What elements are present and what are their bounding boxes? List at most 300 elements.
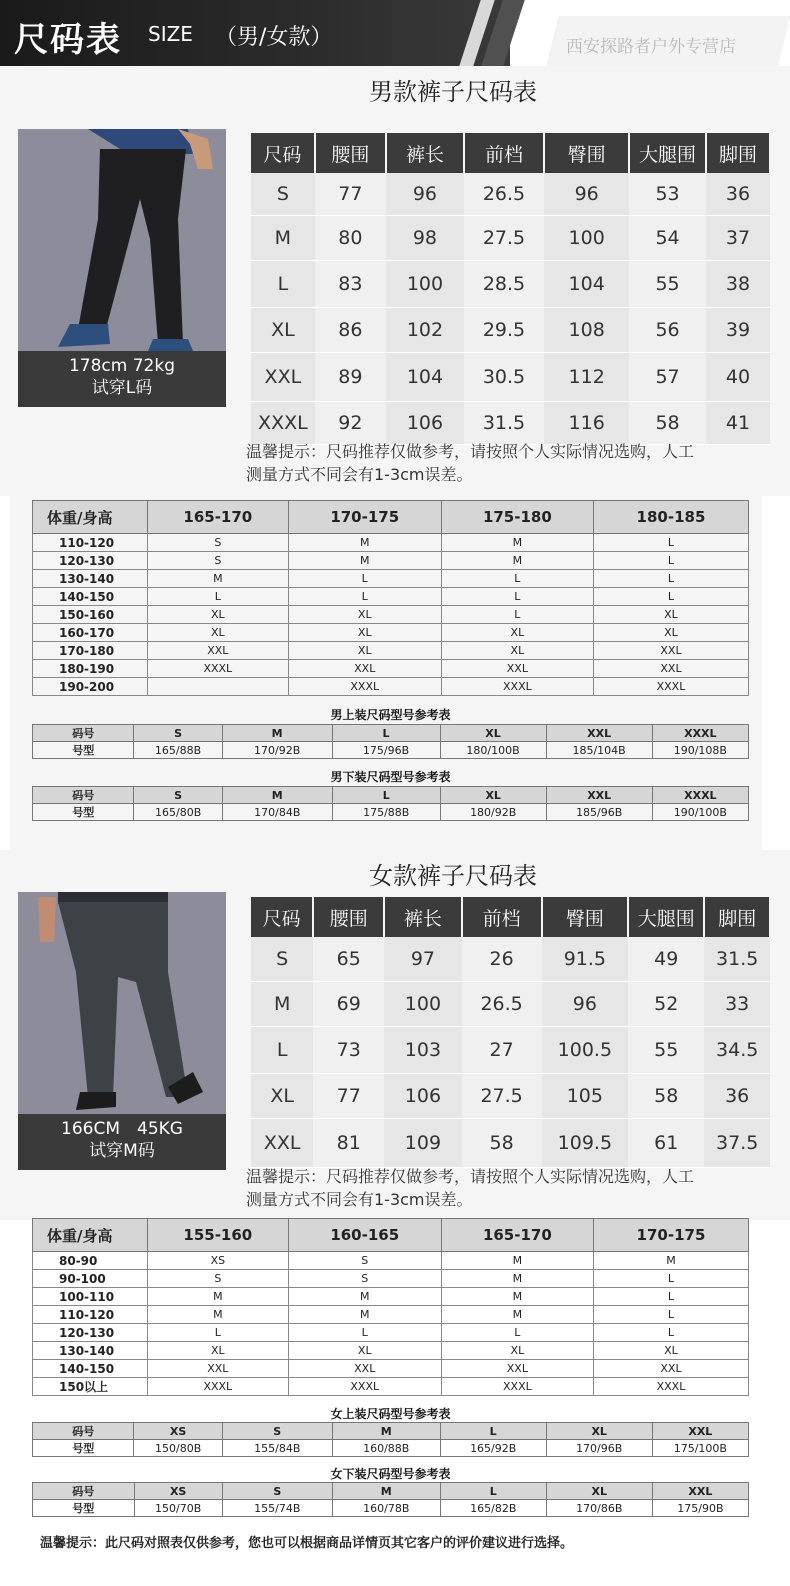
- men-top-ref-table: [32, 724, 749, 759]
- table-cell: 40: [706, 353, 770, 402]
- table-row: [33, 804, 749, 821]
- men-model-photo: [18, 129, 226, 351]
- table-cell: L: [593, 552, 748, 570]
- table-cell: 65: [313, 937, 384, 982]
- table-cell: 96: [386, 173, 464, 216]
- table-row: [33, 1500, 749, 1517]
- men-section-title: 男款裤子尺码表: [369, 78, 537, 106]
- table-cell: L: [441, 588, 593, 606]
- table-row: [33, 1252, 749, 1270]
- table-cell: 150/70B: [134, 1500, 222, 1517]
- table-cell: 165/92B: [440, 1440, 546, 1457]
- men-model-caption: [18, 351, 226, 407]
- table-cell: 155/84B: [222, 1440, 332, 1457]
- table-cell: XL: [441, 1342, 593, 1360]
- table-cell: 160/88B: [332, 1440, 440, 1457]
- table-header-row: [251, 133, 770, 173]
- table-cell: 96: [544, 173, 629, 216]
- table-cell: 150/80B: [134, 1440, 222, 1457]
- men-bottom-ref-table: [32, 786, 749, 821]
- table-cell: L: [441, 606, 593, 624]
- column-header: 大腿围: [629, 133, 706, 173]
- table-cell: S: [147, 1270, 288, 1288]
- table-cell: XL: [288, 606, 441, 624]
- table-cell: XL: [441, 624, 593, 642]
- table-cell: XS: [147, 1252, 288, 1270]
- men-model-measure: 178cm 72kg: [68, 356, 176, 376]
- table-cell: M: [332, 1423, 440, 1440]
- column-header: 体重/身高: [33, 501, 148, 534]
- column-header: 臀围: [544, 133, 629, 173]
- table-cell: L: [251, 1027, 313, 1074]
- table-cell: XXL: [147, 642, 288, 660]
- table-cell: S: [134, 725, 222, 742]
- table-cell: M: [147, 1288, 288, 1306]
- table-cell: XL: [546, 1483, 652, 1500]
- table-cell: 110-120: [33, 534, 148, 552]
- men-tip-line1: 温馨提示：尺码推荐仅做参考，请按照个人实际情况选购，人工: [246, 442, 695, 461]
- table-cell: XL: [441, 642, 593, 660]
- table-cell: L: [593, 588, 748, 606]
- men-top-ref-title: 男上装尺码型号参考表: [330, 708, 451, 722]
- column-header: 165-170: [147, 501, 288, 534]
- table-row: [251, 402, 770, 445]
- table-row: [33, 1360, 749, 1378]
- table-row: [33, 1270, 749, 1288]
- column-header: 175-180: [441, 501, 593, 534]
- table-cell: M: [441, 552, 593, 570]
- women-section-title: 女款裤子尺码表: [369, 862, 537, 890]
- table-cell: M: [332, 1483, 440, 1500]
- gender-label: （男/女款）: [215, 25, 333, 50]
- table-cell: 96: [542, 982, 629, 1027]
- table-cell: 165/80B: [134, 804, 222, 821]
- table-cell: L: [288, 1324, 441, 1342]
- table-row: [33, 1423, 749, 1440]
- table-cell: 102: [386, 308, 464, 353]
- table-cell: XXL: [147, 1360, 288, 1378]
- footer-note: 温馨提示：此尺码对照表仅供参考，您也可以根据商品详情页其它客户的评价建议进行选择。: [40, 1536, 574, 1551]
- column-header: 体重/身高: [33, 1219, 148, 1252]
- table-cell: 160/78B: [332, 1500, 440, 1517]
- table-cell: XXXL: [652, 787, 748, 804]
- table-cell: L: [440, 1423, 546, 1440]
- table-cell: XXXL: [288, 678, 441, 696]
- table-cell: 86: [315, 308, 386, 353]
- table-cell: 109.5: [542, 1119, 629, 1168]
- table-cell: S: [288, 1252, 441, 1270]
- column-header: 裤长: [384, 897, 462, 937]
- table-cell: XXXL: [147, 660, 288, 678]
- table-row: [33, 534, 749, 552]
- table-cell: 185/96B: [546, 804, 652, 821]
- table-cell: 54: [629, 216, 706, 261]
- table-cell: 83: [315, 261, 386, 308]
- table-cell: 码号: [33, 1483, 135, 1500]
- table-cell: M: [593, 1252, 748, 1270]
- column-header: 尺码: [251, 133, 315, 173]
- table-row: [251, 1074, 770, 1119]
- table-cell: XXXL: [288, 1378, 441, 1396]
- table-cell: 103: [384, 1027, 462, 1074]
- table-cell: 49: [628, 937, 704, 982]
- table-cell: XXXL: [147, 1378, 288, 1396]
- table-cell: 150-160: [33, 606, 148, 624]
- table-cell: 92: [315, 402, 386, 445]
- table-cell: XL: [440, 725, 546, 742]
- table-cell: XXL: [652, 1423, 748, 1440]
- table-cell: L: [332, 787, 440, 804]
- women-top-ref-title: 女上装尺码型号参考表: [330, 1407, 451, 1421]
- table-cell: 31.5: [464, 402, 544, 445]
- column-header: 腰围: [315, 133, 386, 173]
- table-cell: 31.5: [704, 937, 770, 982]
- table-cell: 108: [544, 308, 629, 353]
- shop-name: 西安探路者户外专营店: [566, 37, 736, 57]
- table-row: [33, 1483, 749, 1500]
- table-cell: L: [593, 1306, 748, 1324]
- table-cell: 100.5: [542, 1027, 629, 1074]
- table-cell: 116: [544, 402, 629, 445]
- table-cell: XXL: [593, 1360, 748, 1378]
- table-cell: XXL: [441, 1360, 593, 1378]
- table-cell: 112: [544, 353, 629, 402]
- table-cell: 106: [386, 402, 464, 445]
- table-cell: 27: [462, 1027, 542, 1074]
- table-cell: [147, 678, 288, 696]
- table-cell: 130-140: [33, 1342, 148, 1360]
- men-weight-height-table: [32, 500, 749, 696]
- table-cell: 77: [313, 1074, 384, 1119]
- table-cell: L: [440, 1483, 546, 1500]
- table-cell: 160-170: [33, 624, 148, 642]
- table-cell: XS: [134, 1483, 222, 1500]
- table-cell: XL: [546, 1423, 652, 1440]
- table-cell: 120-130: [33, 1324, 148, 1342]
- table-cell: XXXL: [441, 1378, 593, 1396]
- table-cell: 100: [384, 982, 462, 1027]
- table-cell: S: [251, 937, 313, 982]
- table-cell: 165/88B: [134, 742, 222, 759]
- table-row: [251, 1027, 770, 1074]
- table-cell: XXXL: [593, 1378, 748, 1396]
- column-header: 大腿围: [628, 897, 704, 937]
- table-cell: 36: [706, 173, 770, 216]
- table-row: [251, 353, 770, 402]
- table-cell: XXL: [546, 787, 652, 804]
- table-cell: XL: [593, 606, 748, 624]
- table-cell: 106: [384, 1074, 462, 1119]
- table-cell: 码号: [33, 725, 134, 742]
- table-cell: 码号: [33, 787, 134, 804]
- table-cell: 170/86B: [546, 1500, 652, 1517]
- table-cell: 110-120: [33, 1306, 148, 1324]
- table-cell: 号型: [33, 1500, 135, 1517]
- women-bottom-ref-title: 女下装尺码型号参考表: [330, 1467, 451, 1481]
- table-cell: XL: [593, 1342, 748, 1360]
- table-cell: 170/92B: [222, 742, 332, 759]
- table-cell: M: [288, 1288, 441, 1306]
- column-header: 腰围: [313, 897, 384, 937]
- table-row: [33, 660, 749, 678]
- size-label: SIZE: [148, 22, 193, 46]
- table-cell: 140-150: [33, 1360, 148, 1378]
- table-cell: M: [251, 982, 313, 1027]
- table-cell: L: [147, 588, 288, 606]
- table-row: [33, 1288, 749, 1306]
- table-cell: XL: [147, 624, 288, 642]
- table-cell: XL: [251, 308, 315, 353]
- table-cell: XXL: [593, 660, 748, 678]
- table-cell: 36: [704, 1074, 770, 1119]
- table-cell: M: [147, 1306, 288, 1324]
- table-cell: 号型: [33, 1440, 134, 1457]
- table-cell: 58: [462, 1119, 542, 1168]
- table-cell: 140-150: [33, 588, 148, 606]
- table-cell: 175/96B: [332, 742, 440, 759]
- column-header: 臀围: [542, 897, 629, 937]
- table-cell: XXXL: [441, 678, 593, 696]
- column-header: 155-160: [147, 1219, 288, 1252]
- table-cell: XXXL: [593, 678, 748, 696]
- table-cell: 170/96B: [546, 1440, 652, 1457]
- table-row: [33, 678, 749, 696]
- table-cell: L: [593, 534, 748, 552]
- table-cell: 104: [386, 353, 464, 402]
- table-cell: 55: [629, 261, 706, 308]
- table-cell: 69: [313, 982, 384, 1027]
- table-cell: 56: [629, 308, 706, 353]
- women-model-measure: 166CM 45KG: [61, 1119, 183, 1139]
- page-title: 尺码表: [14, 20, 122, 60]
- table-cell: 37: [706, 216, 770, 261]
- table-cell: 165/82B: [440, 1500, 546, 1517]
- table-cell: M: [288, 552, 441, 570]
- table-cell: 190/108B: [652, 742, 748, 759]
- table-cell: M: [222, 787, 332, 804]
- table-cell: XXL: [288, 660, 441, 678]
- table-cell: 37.5: [704, 1119, 770, 1168]
- table-cell: 170/84B: [222, 804, 332, 821]
- table-cell: 89: [315, 353, 386, 402]
- column-header: 前档: [464, 133, 544, 173]
- table-row: [33, 1440, 749, 1457]
- table-row: [33, 606, 749, 624]
- table-cell: XXL: [593, 642, 748, 660]
- table-cell: M: [251, 216, 315, 261]
- table-cell: L: [593, 1270, 748, 1288]
- table-cell: 34.5: [704, 1027, 770, 1074]
- table-cell: XL: [593, 624, 748, 642]
- table-cell: 190-200: [33, 678, 148, 696]
- table-cell: M: [147, 570, 288, 588]
- table-cell: 180/100B: [440, 742, 546, 759]
- table-cell: XXXL: [251, 402, 315, 445]
- table-cell: 109: [384, 1119, 462, 1168]
- table-cell: L: [593, 1324, 748, 1342]
- column-header: 170-175: [288, 501, 441, 534]
- column-header: 脚围: [706, 133, 770, 173]
- table-cell: XXL: [441, 660, 593, 678]
- table-row: [33, 624, 749, 642]
- table-row: [33, 570, 749, 588]
- table-cell: 97: [384, 937, 462, 982]
- table-cell: XXL: [652, 1483, 748, 1500]
- table-cell: XXXL: [652, 725, 748, 742]
- women-model-photo: [18, 892, 226, 1114]
- table-cell: S: [147, 534, 288, 552]
- table-cell: XL: [288, 624, 441, 642]
- table-row: [251, 216, 770, 261]
- table-cell: 175/100B: [652, 1440, 748, 1457]
- table-header-row: [33, 501, 749, 534]
- table-cell: S: [147, 552, 288, 570]
- table-cell: XL: [440, 787, 546, 804]
- table-cell: S: [222, 1483, 332, 1500]
- table-cell: 100: [544, 216, 629, 261]
- women-bottom-ref-table: [32, 1482, 749, 1517]
- table-cell: 180/92B: [440, 804, 546, 821]
- table-cell: 91.5: [542, 937, 629, 982]
- table-cell: 29.5: [464, 308, 544, 353]
- table-cell: 80: [315, 216, 386, 261]
- table-cell: 26.5: [464, 173, 544, 216]
- table-cell: L: [251, 261, 315, 308]
- table-cell: 170-180: [33, 642, 148, 660]
- column-header: 165-170: [441, 1219, 593, 1252]
- table-cell: S: [222, 1423, 332, 1440]
- women-size-table: [251, 897, 771, 1168]
- table-cell: XL: [147, 1342, 288, 1360]
- table-cell: M: [222, 725, 332, 742]
- table-cell: 55: [628, 1027, 704, 1074]
- column-header: 裤长: [386, 133, 464, 173]
- table-cell: 码号: [33, 1423, 134, 1440]
- women-tip-line2: 测量方式不同会有1-3cm误差。: [246, 1190, 473, 1209]
- table-cell: 52: [628, 982, 704, 1027]
- table-cell: S: [251, 173, 315, 216]
- table-cell: XL: [288, 642, 441, 660]
- table-cell: M: [441, 1252, 593, 1270]
- table-row: [251, 173, 770, 216]
- table-cell: 57: [629, 353, 706, 402]
- table-row: [33, 588, 749, 606]
- column-header: 前档: [462, 897, 542, 937]
- women-model-caption: [18, 1114, 226, 1170]
- table-header-row: [251, 897, 770, 937]
- table-header-row: [33, 1219, 749, 1252]
- women-weight-height-table: [32, 1218, 749, 1396]
- table-cell: 150以上: [33, 1378, 148, 1396]
- table-cell: 26.5: [462, 982, 542, 1027]
- men-size-table: [251, 133, 771, 445]
- table-row: [33, 1306, 749, 1324]
- men-tip: [246, 440, 766, 486]
- column-header: 160-165: [288, 1219, 441, 1252]
- table-cell: 105: [542, 1074, 629, 1119]
- table-cell: L: [441, 570, 593, 588]
- table-cell: XL: [251, 1074, 313, 1119]
- table-row: [33, 552, 749, 570]
- table-cell: 98: [386, 216, 464, 261]
- table-cell: 38: [706, 261, 770, 308]
- table-cell: 58: [629, 402, 706, 445]
- table-cell: 185/104B: [546, 742, 652, 759]
- women-top-ref-table: [32, 1422, 749, 1457]
- table-cell: L: [593, 1288, 748, 1306]
- table-cell: M: [441, 534, 593, 552]
- table-cell: 39: [706, 308, 770, 353]
- table-cell: 号型: [33, 804, 134, 821]
- table-cell: L: [288, 570, 441, 588]
- men-model-size: 试穿L码: [91, 378, 153, 398]
- column-header: 180-185: [593, 501, 748, 534]
- table-cell: XXL: [251, 1119, 313, 1168]
- table-cell: S: [134, 787, 222, 804]
- women-tip-line1: 温馨提示：尺码推荐仅做参考，请按照个人实际情况选购，人工: [246, 1167, 695, 1186]
- table-cell: 80-90: [33, 1252, 148, 1270]
- women-model-size: 试穿M码: [89, 1141, 155, 1161]
- table-cell: 73: [313, 1027, 384, 1074]
- table-row: [33, 725, 749, 742]
- table-cell: 100: [386, 261, 464, 308]
- table-cell: L: [332, 725, 440, 742]
- table-cell: 61: [628, 1119, 704, 1168]
- table-cell: 81: [313, 1119, 384, 1168]
- table-cell: 130-140: [33, 570, 148, 588]
- table-row: [251, 261, 770, 308]
- table-cell: 26: [462, 937, 542, 982]
- table-row: [33, 787, 749, 804]
- table-cell: M: [441, 1306, 593, 1324]
- column-header: 脚围: [704, 897, 770, 937]
- table-row: [251, 1119, 770, 1168]
- table-row: [33, 742, 749, 759]
- table-cell: 58: [628, 1074, 704, 1119]
- table-cell: 104: [544, 261, 629, 308]
- table-cell: 41: [706, 402, 770, 445]
- table-cell: 33: [704, 982, 770, 1027]
- table-cell: 53: [629, 173, 706, 216]
- table-cell: 120-130: [33, 552, 148, 570]
- table-cell: 155/74B: [222, 1500, 332, 1517]
- table-row: [33, 1378, 749, 1396]
- table-cell: 175/90B: [652, 1500, 748, 1517]
- column-header: 尺码: [251, 897, 313, 937]
- table-row: [33, 642, 749, 660]
- table-row: [251, 937, 770, 982]
- table-cell: XL: [288, 1342, 441, 1360]
- table-cell: 77: [315, 173, 386, 216]
- table-cell: XXL: [546, 725, 652, 742]
- table-row: [251, 982, 770, 1027]
- table-cell: XXL: [251, 353, 315, 402]
- table-cell: 30.5: [464, 353, 544, 402]
- table-cell: M: [441, 1270, 593, 1288]
- table-row: [251, 308, 770, 353]
- table-cell: 号型: [33, 742, 134, 759]
- women-tip: [246, 1165, 766, 1211]
- table-cell: XS: [134, 1423, 222, 1440]
- table-cell: 180-190: [33, 660, 148, 678]
- table-cell: 28.5: [464, 261, 544, 308]
- table-cell: M: [441, 1288, 593, 1306]
- men-tip-line2: 测量方式不同会有1-3cm误差。: [246, 465, 473, 484]
- table-cell: L: [593, 570, 748, 588]
- table-cell: M: [288, 1306, 441, 1324]
- table-cell: L: [147, 1324, 288, 1342]
- table-cell: XXL: [288, 1360, 441, 1378]
